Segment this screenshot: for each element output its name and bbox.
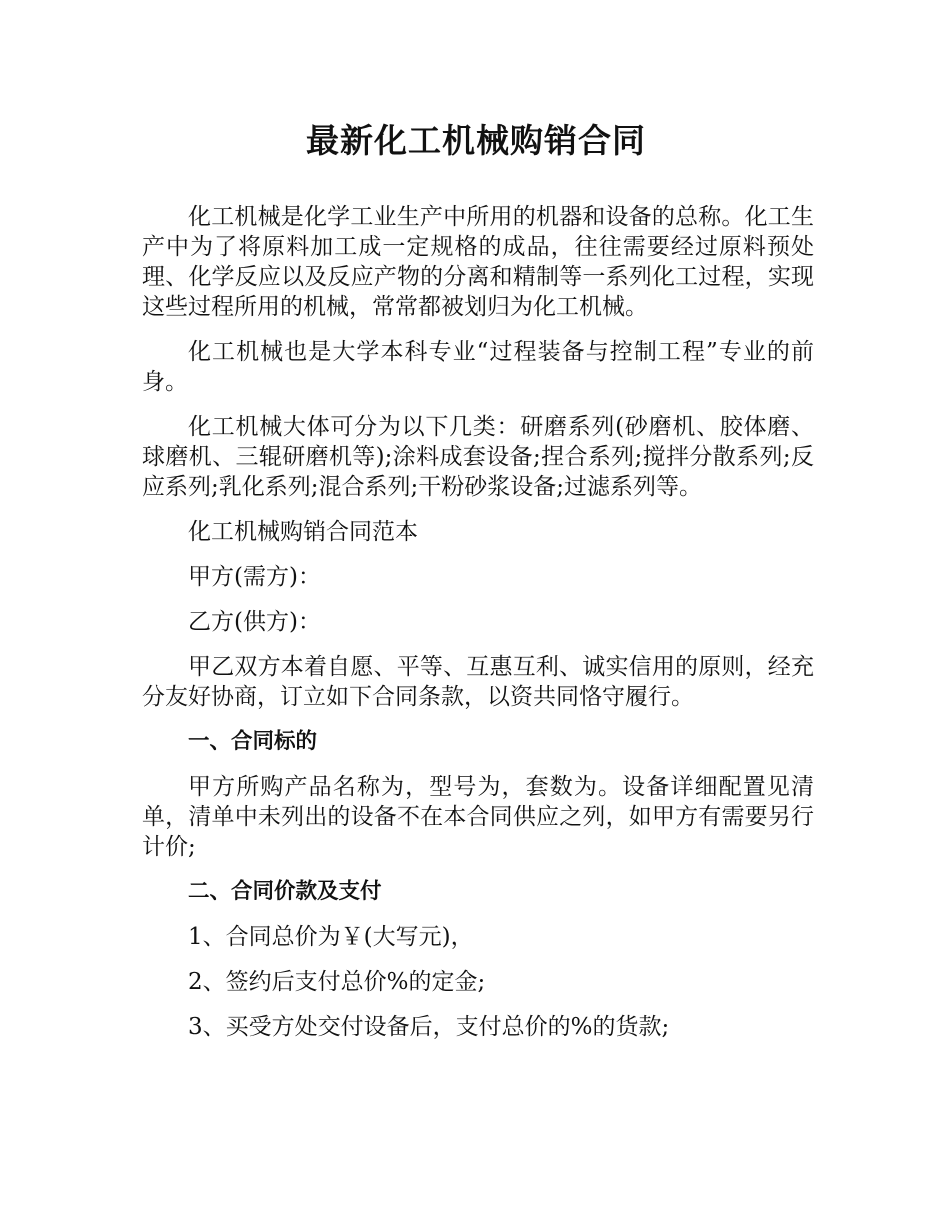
- subject-clause: 甲方所购产品名称为，型号为，套数为。设备详细配置见清单，清单中未列出的设备不在本合同供应之列，如甲方有需要另行计价;: [142, 774, 814, 860]
- document-body: [142, 202, 814, 1057]
- price-clause-1: 1、合同总价为￥(大写元)，: [188, 924, 474, 950]
- agreement-preamble: 甲乙双方本着自愿、平等、互惠互利、诚实信用的原则，经充分友好协商，订立如下合同条款，以资共同恪守履行。: [142, 654, 814, 710]
- section-heading-price: 二、合同价款及支付: [188, 879, 382, 904]
- template-title-line: 化工机械购销合同范本: [188, 519, 418, 545]
- categories-paragraph: 化工机械大体可分为以下几类：研磨系列(砂磨机、胶体磨、球磨机、三辊研磨机等);涂料成套设备;捏合系列;搅拌分散系列;反应系列;乳化系列;混合系列;干粉砂浆设备;过滤系列等。: [142, 414, 814, 500]
- price-clause-3: 3、买受方处交付设备后，支付总价的%的货款;: [188, 1014, 670, 1040]
- section-heading-subject: 一、合同标的: [188, 729, 318, 754]
- intro-paragraph: 化工机械是化学工业生产中所用的机器和设备的总称。化工生产中为了将原料加工成一定规格的成品，往往需要经过原料预处理、化学反应以及反应产物的分离和精制等一系列化工过程，实现这些过程所用的机械，常常都被划归为化工机械。: [142, 204, 814, 320]
- party-b-line: 乙方(供方)：: [188, 609, 321, 635]
- origin-paragraph: 化工机械也是大学本科专业“过程装备与控制工程”专业的前身。: [142, 339, 814, 395]
- price-clause-2: 2、签约后支付总价%的定金;: [188, 969, 486, 995]
- party-a-line: 甲方(需方)：: [188, 564, 321, 590]
- document-title: 最新化工机械购销合同: [306, 121, 646, 160]
